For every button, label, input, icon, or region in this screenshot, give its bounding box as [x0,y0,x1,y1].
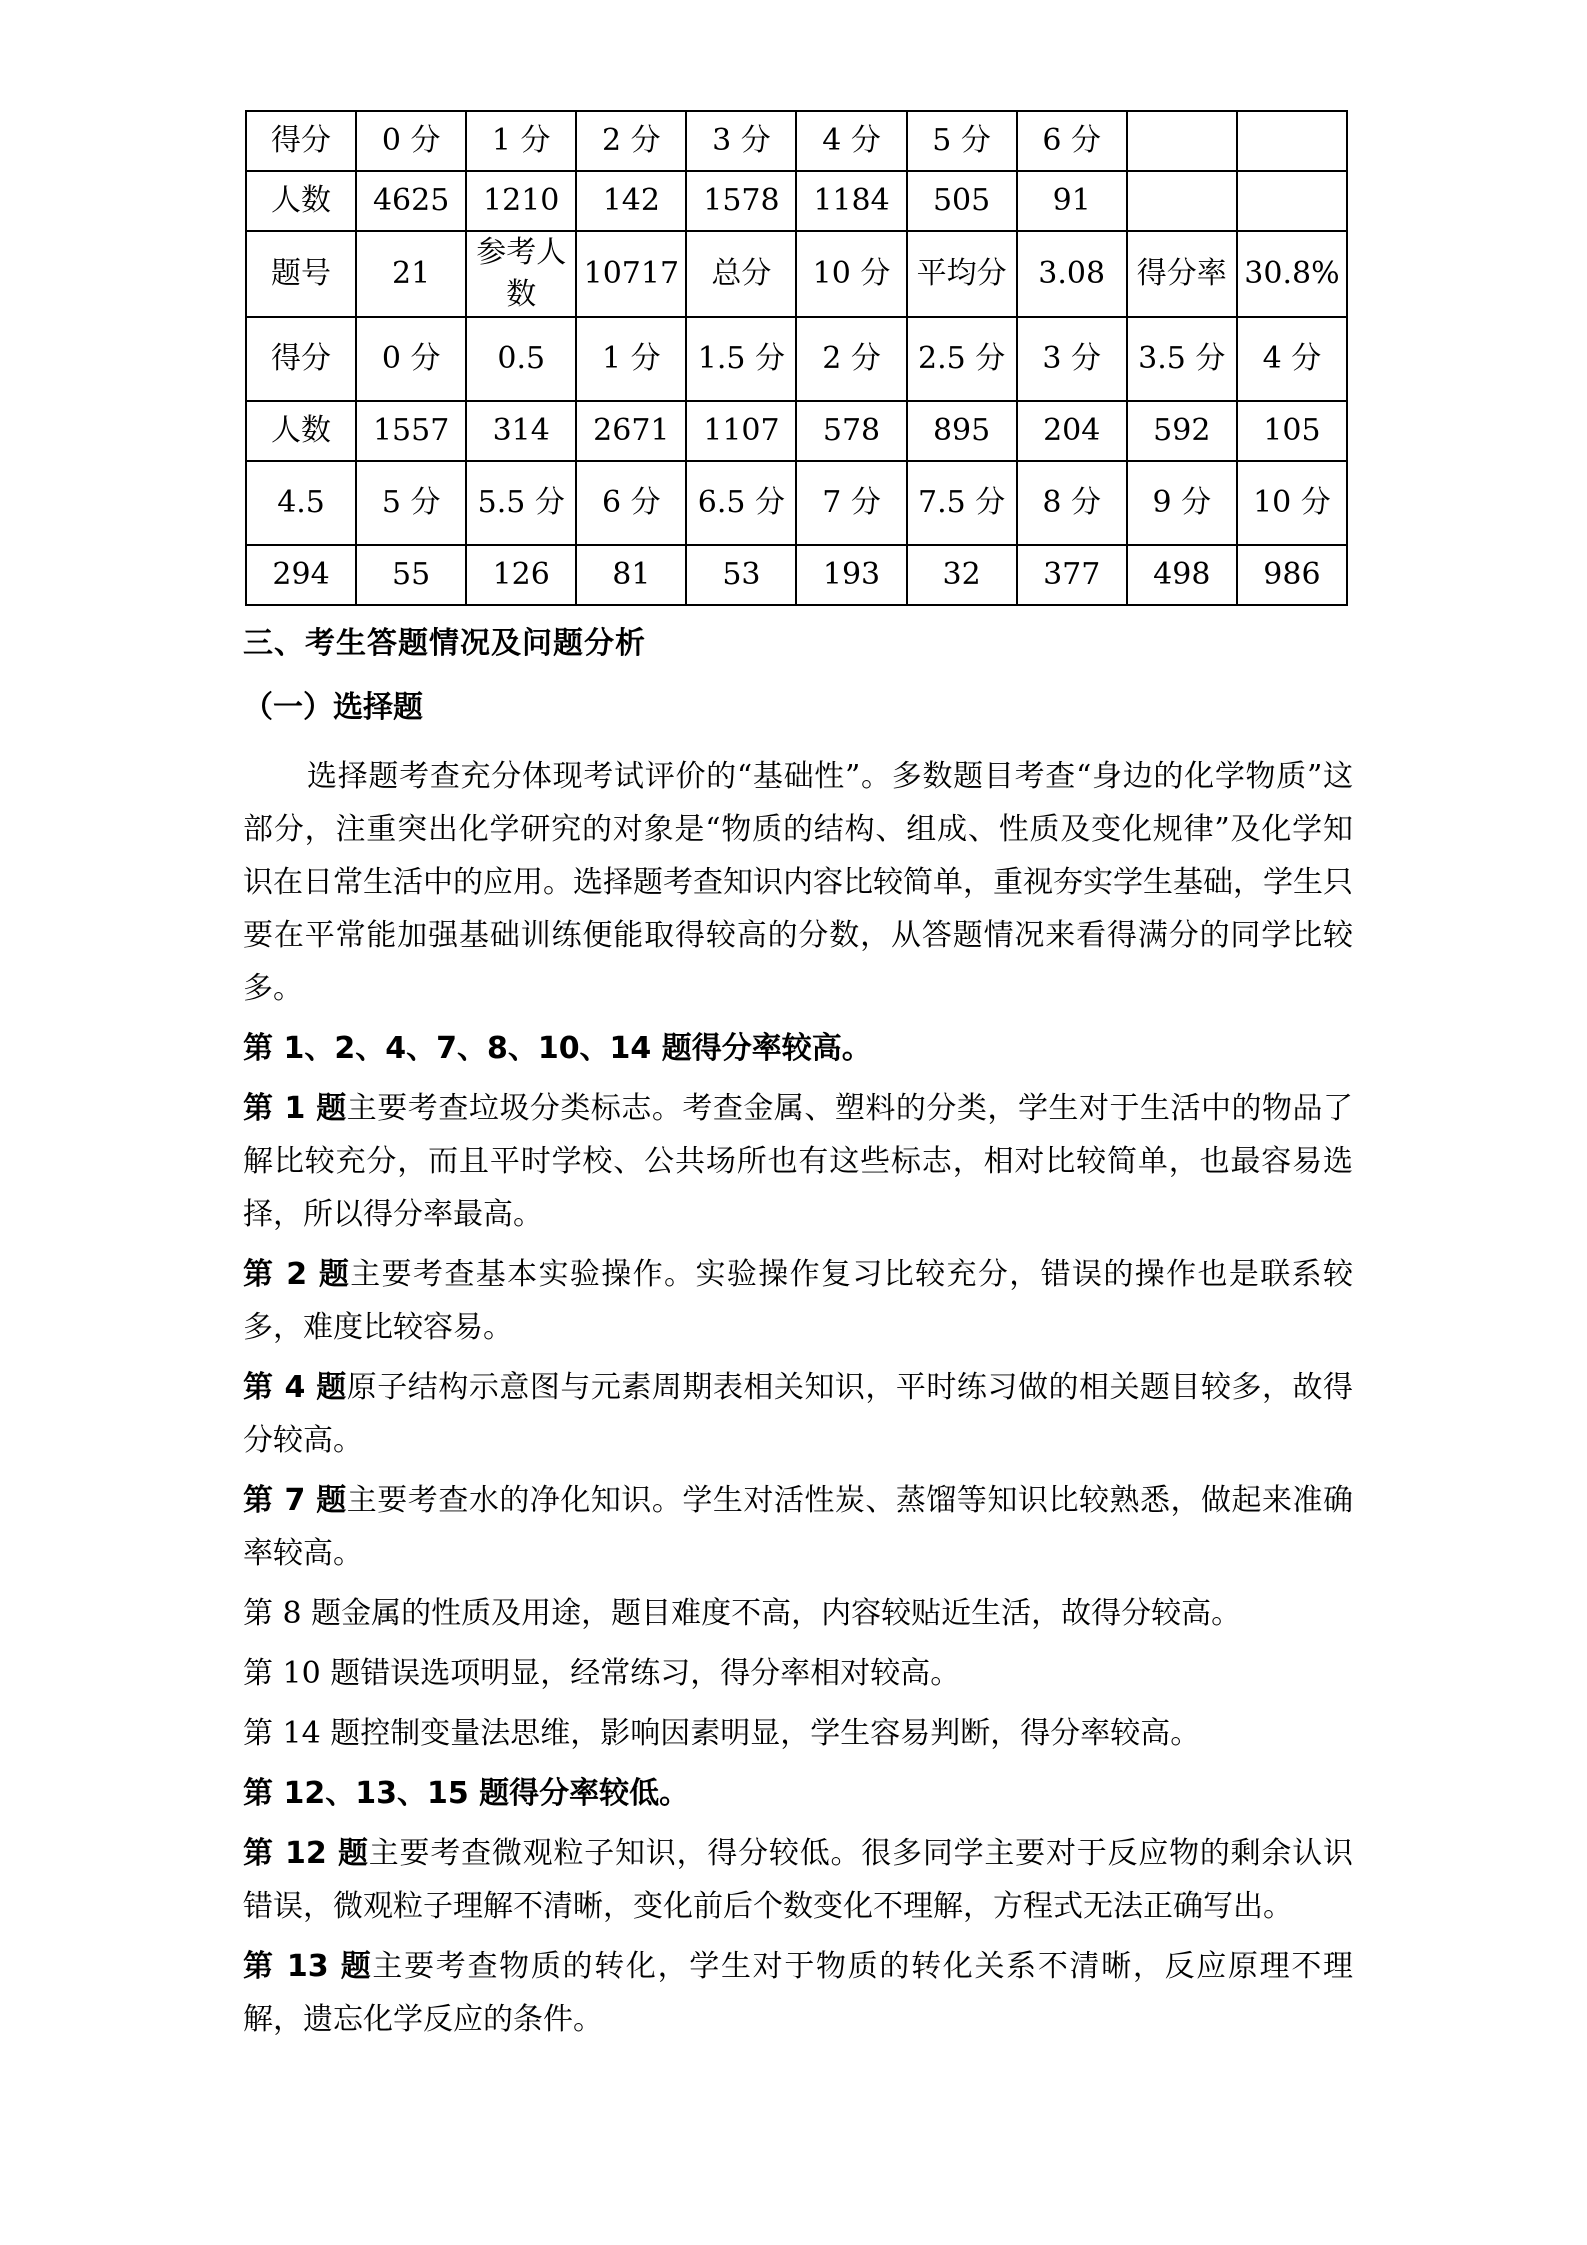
document-page [243,110,1353,2046]
table-cell: 592 [1127,401,1237,461]
question-13-text: 主要考查物质的转化，学生对于物质的转化关系不清晰，反应原理不理解，遗忘化学反应的条件。 [243,1949,1354,2037]
score-table-body [246,111,1347,605]
table-cell: 21 [356,231,466,317]
table-cell [1127,171,1237,231]
table-row [246,231,1347,317]
question-12-text: 主要考查微观粒子知识，得分较低。很多同学主要对于反应物的剩余认识错误，微观粒子理解不清晰，变化前后个数变化不理解，方程式无法正确写出。 [243,1836,1353,1924]
section-3-title: 三、考生答题情况及问题分析 [243,626,646,661]
question-8-paragraph [243,1587,1353,1640]
table-cell: 总分 [686,231,796,317]
table-cell: 1.5 分 [686,317,796,401]
table-cell: 314 [466,401,576,461]
table-cell: 895 [907,401,1017,461]
table-cell: 986 [1237,545,1347,605]
intro-paragraph: 选择题考查充分体现考试评价的“基础性”。多数题目考查“身边的化学物质”这部分，注重突出化学研究的对象是“物质的结构、组成、性质及变化规律”及化学知识在日常生活中的应用。选择题考查知识内容比较简单，重视夯实学生基础，学生只要在平常能加强基础训练便能取得较高的分数，从答题情况来看得满分的同学比较多。 [243,759,1353,1006]
table-cell: 得分率 [1127,231,1237,317]
table-cell: 9 分 [1127,461,1237,545]
table-cell: 32 [907,545,1017,605]
table-cell: 10717 [576,231,686,317]
table-cell: 4.5 [246,461,356,545]
question-12-label: 第 12 题 [243,1836,369,1871]
table-cell: 0 分 [356,317,466,401]
table-cell: 1210 [466,171,576,231]
table-cell: 0 分 [356,111,466,171]
score-distribution-table [245,110,1348,606]
table-cell: 8 分 [1017,461,1127,545]
table-cell: 6.5 分 [686,461,796,545]
table-cell: 3.5 分 [1127,317,1237,401]
question-2-label: 第 2 题 [243,1257,351,1292]
low-rate-heading: 第 12、13、15 题得分率较低。 [243,1776,690,1811]
question-4-label: 第 4 题 [243,1370,347,1405]
question-7-paragraph [243,1474,1353,1580]
table-cell: 7 分 [796,461,906,545]
question-7-text: 主要考查水的净化知识。学生对活性炭、蒸馏等知识比较熟悉，做起来准确率较高。 [243,1483,1354,1571]
question-1-label: 第 1 题 [243,1091,347,1126]
table-cell: 193 [796,545,906,605]
table-cell [1127,111,1237,171]
table-cell: 平均分 [907,231,1017,317]
subsection-1-title: （一）选择题 [243,690,423,725]
question-8-label: 第 8 题 [243,1596,342,1631]
table-cell: 126 [466,545,576,605]
question-4-paragraph [243,1361,1353,1467]
table-cell: 4 分 [796,111,906,171]
table-cell: 1557 [356,401,466,461]
table-cell: 人数 [246,401,356,461]
question-10-paragraph [243,1647,1353,1700]
table-cell: 10 分 [1237,461,1347,545]
table-cell [1237,171,1347,231]
table-cell: 5 分 [907,111,1017,171]
question-14-label: 第 14 题 [243,1716,361,1751]
table-cell: 294 [246,545,356,605]
table-row [246,317,1347,401]
high-rate-heading: 第 1、2、4、7、8、10、14 题得分率较高。 [243,1031,872,1066]
table-cell: 人数 [246,171,356,231]
table-cell: 得分 [246,317,356,401]
table-cell: 1578 [686,171,796,231]
table-row [246,461,1347,545]
table-cell: 7.5 分 [907,461,1017,545]
question-13-label: 第 13 题 [243,1949,373,1984]
table-cell: 4625 [356,171,466,231]
table-cell: 3 分 [1017,317,1127,401]
table-cell: 1107 [686,401,796,461]
question-10-text: 错误选项明显，经常练习，得分率相对较高。 [360,1656,961,1691]
table-cell: 142 [576,171,686,231]
question-2-paragraph [243,1248,1353,1354]
table-cell: 题号 [246,231,356,317]
table-cell: 2.5 分 [907,317,1017,401]
question-14-text: 控制变量法思维，影响因素明显，学生容易判断，得分率较高。 [360,1716,1201,1751]
table-cell: 3 分 [686,111,796,171]
table-cell: 53 [686,545,796,605]
table-cell: 1 分 [576,317,686,401]
question-7-label: 第 7 题 [243,1483,347,1518]
question-4-text: 原子结构示意图与元素周期表相关知识，平时练习做的相关题目较多，故得分较高。 [243,1370,1354,1458]
question-13-paragraph [243,1940,1353,2046]
question-12-paragraph [243,1827,1353,1933]
question-1-text: 主要考查垃圾分类标志。考查金属、塑料的分类，学生对于生活中的物品了解比较充分，而且平时学校、公共场所也有这些标志，相对比较简单，也最容易选择，所以得分率最高。 [243,1091,1354,1232]
table-cell: 377 [1017,545,1127,605]
table-cell: 2 分 [796,317,906,401]
table-cell: 498 [1127,545,1237,605]
question-8-text: 金属的性质及用途，题目难度不高，内容较贴近生活，故得分较高。 [341,1596,1242,1631]
table-cell: 3.08 [1017,231,1127,317]
table-cell: 2 分 [576,111,686,171]
table-cell: 204 [1017,401,1127,461]
table-cell: 5.5 分 [466,461,576,545]
table-cell: 参考人数 [466,231,576,317]
table-cell: 5 分 [356,461,466,545]
table-row [246,401,1347,461]
table-cell: 105 [1237,401,1347,461]
table-cell: 6 分 [1017,111,1127,171]
table-cell: 1184 [796,171,906,231]
table-cell: 10 分 [796,231,906,317]
table-cell: 578 [796,401,906,461]
table-cell: 0.5 [466,317,576,401]
table-row [246,171,1347,231]
table-cell: 55 [356,545,466,605]
table-cell: 505 [907,171,1017,231]
table-cell: 30.8% [1237,231,1347,317]
table-cell: 91 [1017,171,1127,231]
question-10-label: 第 10 题 [243,1656,361,1691]
question-14-paragraph [243,1707,1353,1760]
table-cell: 6 分 [576,461,686,545]
table-row [246,111,1347,171]
table-cell: 1 分 [466,111,576,171]
table-cell: 81 [576,545,686,605]
table-cell: 得分 [246,111,356,171]
question-1-paragraph [243,1082,1353,1241]
table-cell: 4 分 [1237,317,1347,401]
table-row [246,545,1347,605]
question-2-text: 主要考查基本实验操作。实验操作复习比较充分，错误的操作也是联系较多，难度比较容易。 [243,1257,1354,1345]
table-cell [1237,111,1347,171]
table-cell: 2671 [576,401,686,461]
